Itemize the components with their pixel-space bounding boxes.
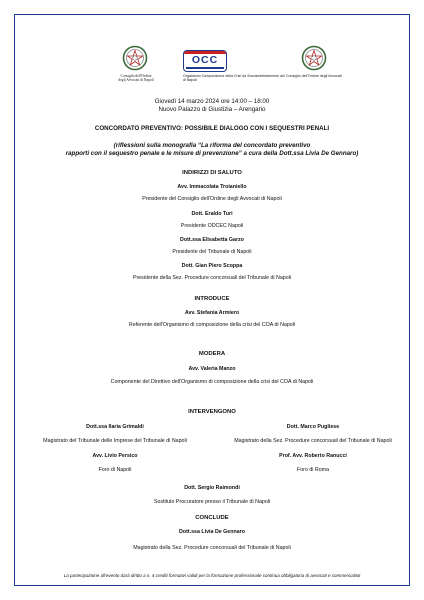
speaker-role: Presidente della Sez. Procedure concorsuali del Tribunale di Napoli	[132, 275, 292, 281]
speaker-role: Componente del Direttivo dell'Organismo di composizione della crisi del COA di Napoli	[110, 379, 314, 385]
italian-republic-emblem-icon	[122, 45, 148, 71]
speaker-role: Presidente del Consiglio dell'Ordine degli Avvocati di Napoli	[142, 196, 282, 202]
event-venue: Nuovo Palazzo di Giustizia – Arengario	[158, 106, 266, 113]
speaker-name: Dott.ssa Elisabetta Garzo	[180, 237, 244, 243]
speaker-role: Referente dell'Organismo di composizione della crisi del COA di Napoli	[128, 322, 296, 328]
speaker-role: Presidente ODCEC Napoli	[180, 223, 244, 229]
occ-logo	[183, 50, 227, 72]
speaker-name: Dott. Sergio Raimondi	[184, 485, 240, 491]
section-heading-introduce: INTRODUCE	[194, 296, 230, 302]
speaker-name: Dott. Marco Pugliese	[286, 424, 340, 430]
speaker-name: Prof. Avv. Roberto Ranucci	[279, 453, 347, 459]
section-heading-modera: MODERA	[198, 351, 226, 357]
speaker-name: Avv. Valeria Manzo	[188, 366, 236, 372]
speaker-name: Avv. Immacolata Troianiello	[177, 184, 247, 190]
speaker-name: Avv. Stefania Armiero	[184, 310, 240, 316]
speaker-role: Magistrato della Sez. Procedure concorsuali del Tribunale di Napoli	[133, 545, 291, 551]
speaker-name: Dott. Gian Piero Scoppa	[181, 263, 243, 269]
speaker-name: Dott.ssa Ilaria Grimaldi	[86, 424, 144, 430]
speaker-role: Foro di Napoli	[98, 467, 132, 473]
coa-caption: Consiglio dell'Ordine degli Avvocati di Napoli	[118, 74, 154, 83]
occ-caption: Organismo Composizione della Crisi da Sovraindebitamento del Consiglio dell'Ordine degli Avvocati di Napoli	[183, 74, 342, 83]
speaker-role: Presidente del Tribunale di Napoli	[172, 249, 252, 255]
speaker-name: Dott. Eraldo Turi	[191, 211, 233, 217]
speaker-role: Sostituto Procuratore presso il Tribunale di Napoli	[153, 499, 271, 505]
logo-blue-bar	[186, 67, 224, 69]
event-title: CONCORDATO PREVENTIVO: POSSIBILE DIALOGO CON I SEQUESTRI PENALI	[94, 125, 330, 132]
credits-footnote: La partecipazione all'evento darà diritto a n. 4 crediti formativi validi per la formazione professionale continua obbligatoria di avvocati e commercialisti	[63, 573, 361, 578]
section-heading-intervengono: INTERVENGONO	[188, 409, 236, 415]
section-heading-conclude: CONCLUDE	[195, 515, 229, 521]
page-frame	[14, 14, 410, 586]
speaker-role: Magistrato della Sez. Procedure concorsuali del Tribunale di Napoli	[234, 438, 392, 444]
event-date: Giovedì 14 marzo 2024 ore 14:00 – 18:00	[154, 98, 270, 105]
occ-logo-text: OCC	[191, 54, 219, 66]
speaker-name: Avv. Livio Persico	[92, 453, 138, 459]
event-subtitle: (riflessioni sulla monografia “La riforma del concordato preventivo rapporti con il sequestro penale e le misure di prevenzione” a cura della Dott.ssa Livia De Gennaro)	[65, 142, 359, 158]
event-date-venue	[15, 98, 409, 114]
speaker-name: Dott.ssa Livia De Gennaro	[179, 529, 245, 535]
italian-republic-emblem-icon	[301, 45, 327, 71]
section-heading-saluti: INDIRIZZI DI SALUTO	[182, 170, 242, 176]
speaker-role: Foro di Roma	[296, 467, 330, 473]
speaker-role: Magistrato del Tribunale delle Imprese del Tribunale di Napoli	[43, 438, 187, 444]
header	[15, 23, 409, 81]
